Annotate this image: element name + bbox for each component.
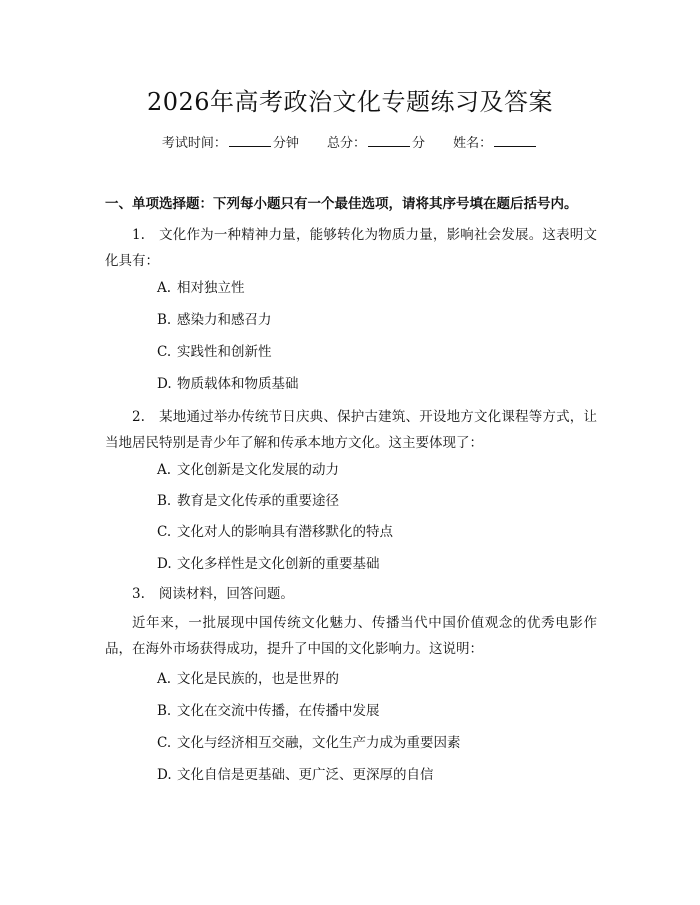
question-text: 阅读材料，回答问题。 (158, 586, 294, 602)
option-letter: B. (157, 493, 172, 509)
question-3-stem (105, 581, 597, 607)
question-2-option-b[interactable] (157, 489, 339, 509)
option-text: 文化创新是文化发展的动力 (177, 462, 339, 478)
option-letter: A. (157, 280, 172, 296)
option-letter: A. (157, 671, 172, 687)
question-1-option-b[interactable] (157, 308, 272, 328)
option-letter: D. (157, 767, 172, 783)
question-3-option-d[interactable] (157, 763, 434, 783)
question-3-option-c[interactable] (157, 731, 461, 751)
option-letter: D. (157, 556, 172, 572)
student-name-blank[interactable] (494, 134, 536, 147)
question-1-option-c[interactable] (157, 340, 272, 360)
question-3-option-a[interactable] (157, 667, 339, 687)
option-letter: D. (157, 376, 172, 392)
option-text: 相对独立性 (177, 280, 245, 296)
question-number: 2. (132, 409, 145, 425)
option-text: 文化在交流中传播，在传播中发展 (177, 703, 380, 719)
option-letter: C. (157, 735, 172, 751)
option-letter: A. (157, 462, 172, 478)
question-1-stem (105, 222, 597, 274)
option-text: 文化与经济相互交融，文化生产力成为重要因素 (177, 735, 461, 751)
question-text: 文化作为一种精神力量，能够转化为物质力量，影响社会发展。这表明文化具有： (105, 227, 597, 269)
total-score-field (327, 136, 425, 151)
option-text: 实践性和创新性 (177, 344, 272, 360)
option-letter: B. (157, 312, 172, 328)
exam-meta (0, 132, 700, 151)
option-letter: C. (157, 524, 172, 540)
question-2-option-d[interactable] (157, 552, 380, 572)
exam-time-unit: 分钟 (272, 136, 299, 151)
option-text: 文化是民族的，也是世界的 (177, 671, 339, 687)
exam-time-blank[interactable] (229, 134, 271, 147)
option-text: 感染力和感召力 (177, 312, 272, 328)
exam-time-label: 考试时间： (161, 136, 227, 151)
page-title: 2026年高考政治文化专题练习及答案 (146, 88, 554, 116)
question-2-option-a[interactable] (157, 458, 339, 478)
option-text: 文化自信是更基础、更广泛、更深厚的自信 (177, 767, 434, 783)
student-name-label: 姓名： (453, 136, 493, 151)
question-number: 3. (132, 586, 145, 602)
question-3-material: 近年来，一批展现中国传统文化魅力、传播当代中国价值观念的优秀电影作品，在海外市场获得成功，提升了中国的文化影响力。这说明： (105, 615, 597, 657)
question-1-option-d[interactable] (157, 372, 299, 392)
section-heading: 一、单项选择题：下列每小题只有一个最佳选项，请将其序号填在题后括号内。 (105, 196, 578, 212)
exam-time-field (162, 136, 299, 151)
option-letter: C. (157, 344, 172, 360)
question-text: 某地通过举办传统节日庆典、保护古建筑、开设地方文化课程等方式，让当地居民特别是青少年了解和传承本地方文化。这主要体现了： (105, 409, 597, 451)
question-3-option-b[interactable] (157, 699, 380, 719)
option-text: 物质载体和物质基础 (177, 376, 299, 392)
total-score-unit: 分 (412, 136, 426, 151)
option-text: 文化对人的影响具有潜移默化的特点 (177, 524, 393, 540)
option-text: 文化多样性是文化创新的重要基础 (177, 556, 380, 572)
question-number: 1. (132, 227, 145, 243)
option-letter: B. (157, 703, 172, 719)
total-score-blank[interactable] (368, 134, 410, 147)
question-1-option-a[interactable] (157, 276, 245, 296)
option-text: 教育是文化传承的重要途径 (177, 493, 339, 509)
question-2-option-c[interactable] (157, 520, 393, 540)
question-2-stem (105, 404, 597, 456)
student-name-field (453, 136, 538, 151)
total-score-label: 总分： (326, 136, 366, 151)
